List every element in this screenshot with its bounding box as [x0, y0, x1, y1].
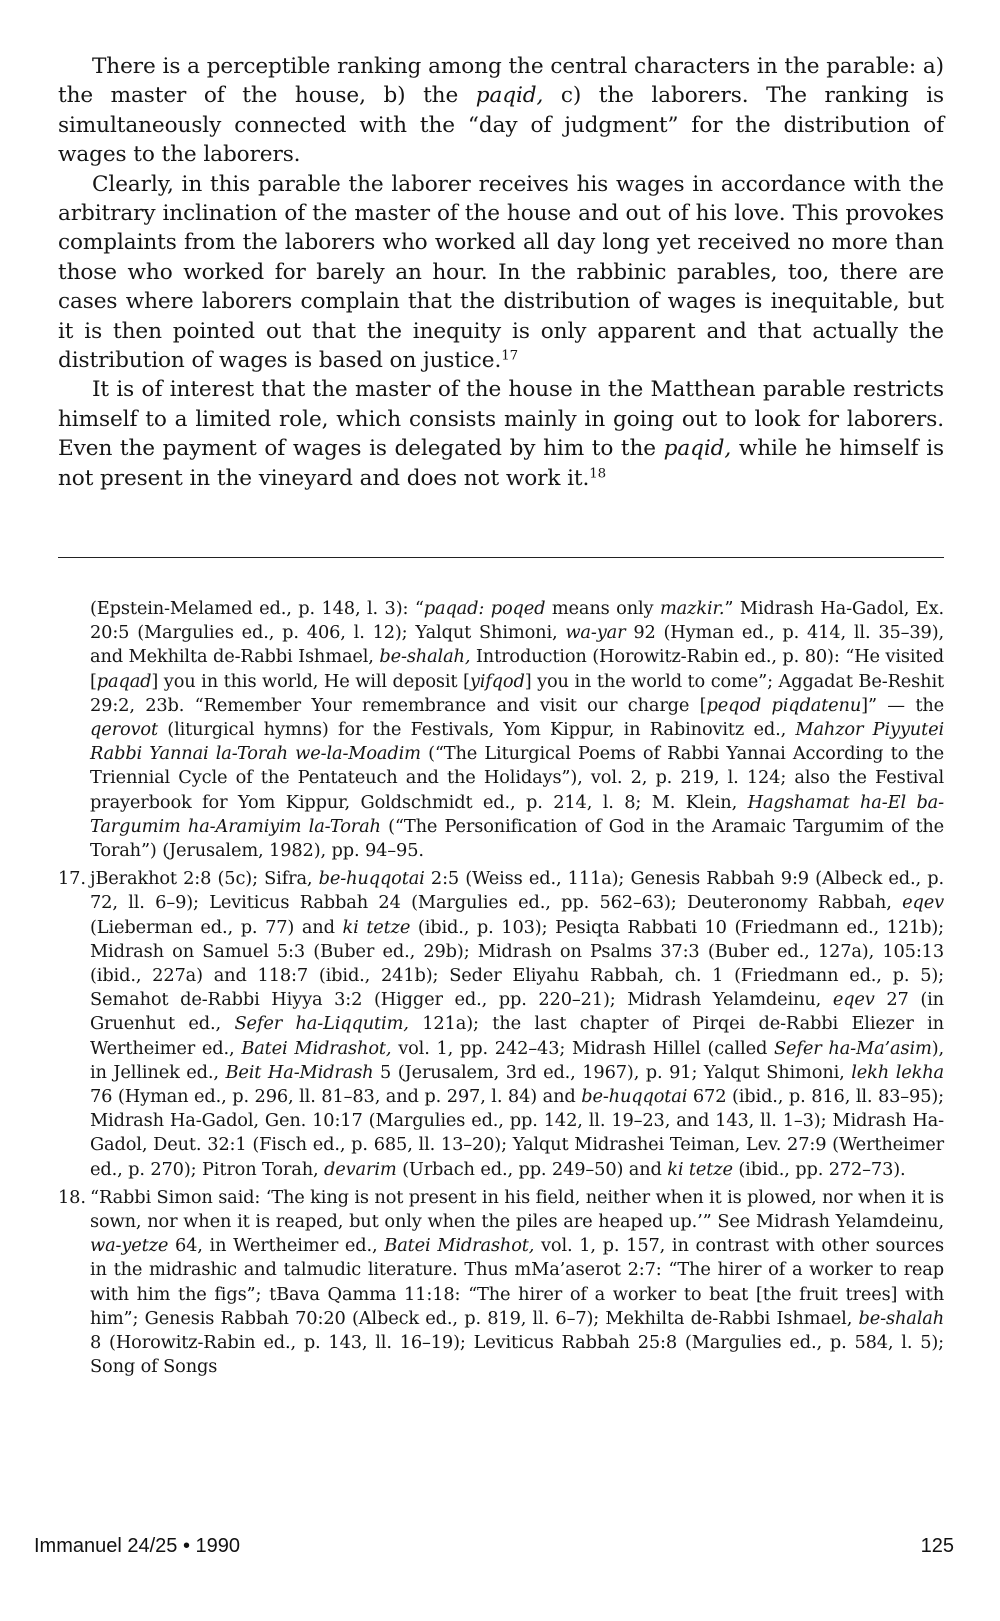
- footnote-ref-17[interactable]: 17: [501, 348, 519, 364]
- page-number: 125: [920, 1535, 954, 1557]
- footnote-divider: [58, 557, 944, 558]
- footnote-text: “Rabbi Simon said: ‘The king is not present in his field, neither when it is plowed, nor when it is sown, nor when it is reaped, but only when the piles are heaped up.’” See Midrash Yelamdeinu, wa-yetze 64, in Wertheimer ed., Batei Midrashot, vol. 1, p. 157, in contrast with other sources in the midrashic and talmudic literature. Thus mMa’aserot 2:7: “The hirer of a worker to reap with him the figs”; tBava Qamma 11:18: “The hirer of a worker to beat [the fruit trees] with him”; Genesis Rabbah 70:20 (Albeck ed., p. 819, ll. 6–7); Mekhilta de-Rabbi Ishmael, be-shalah 8 (Horowitz-Rabin ed., p. 143, ll. 16–19); Leviticus Rabbah 25:8 (Margulies ed., p. 584, l. 5); Song of Songs: [90, 1186, 944, 1378]
- paragraph-1: There is a perceptible ranking among the central characters in the parable: a) the master of the house, b) the paqid, c) the laborers. The ranking is simultaneously connected with the “day of judgment” for the distribution of wages to the laborers.: [58, 54, 944, 168]
- footnote-18: [58, 1186, 944, 1380]
- footnote-continuation: (Epstein-Melamed ed., p. 148, l. 3): “paqad: poqed means only mazkir.” Midrash Ha-Gadol, Ex. 20:5 (Margulies ed., p. 406, l. 12); Yalqut Shimoni, wa-yar 92 (Hyman ed., p. 414, ll. 35–39), and Mekhilta de-Rabbi Ishmael, be-shalah, Introduction (Horowitz-Rabin ed., p. 80): “He visited [paqad] you in this world, He will deposit [yifqod] you in the world to come”; Aggadat Be-Reshit 29:2, 23b. “Remember Your remembrance and visit our charge [peqod piqdatenu]” — the qerovot (liturgical hymns) for the Festivals, Yom Kippur, in Rabinovitz ed., Mahzor Piyyutei Rabbi Yannai la-Torah we-la-Moadim (“The Liturgical Poems of Rabbi Yannai According to the Triennial Cycle of the Pentateuch and the Holidays”), vol. 2, p. 219, l. 124; also the Festival prayerbook for Yom Kippur, Goldschmidt ed., p. 214, l. 8; M. Klein, Hagshamat ha-El ba-Targumim ha-Aramiyim la-Torah (“The Personification of God in the Aramaic Targumim of the Torah”) (Jerusalem, 1982), pp. 94–95.: [90, 598, 944, 862]
- footnote-number: 18.: [58, 1186, 86, 1208]
- paragraph-3: It is of interest that the master of the house in the Matthean parable restricts himself to a limited role, which consists mainly in going out to look for laborers. Even the payment of wages is delegated by him to the paqid, while he himself is not present in the vineyard and does not work it.$^{18}$: [58, 377, 944, 491]
- footnotes: [58, 597, 944, 1380]
- main-text: [58, 52, 944, 493]
- page-footer: [0, 1535, 1000, 1565]
- footnote-number: 17.: [58, 868, 86, 890]
- footnote-17: [58, 867, 944, 1182]
- footnote-ref-18[interactable]: 18: [589, 466, 607, 482]
- footnote-text: jBerakhot 2:8 (5c); Sifra, be-huqqotai 2:5 (Weiss ed., 111a); Genesis Rabbah 9:9 (Albeck ed., p. 72, ll. 6–9); Leviticus Rabbah 24 (Margulies ed., pp. 562–63); Deuteronomy Rabbah, eqev (Lieberman ed., p. 77) and ki tetze (ibid., p. 103); Pesiqta Rabbati 10 (Friedmann ed., 121b); Midrash on Samuel 5:3 (Buber ed., 29b); Midrash on Psalms 37:3 (Buber ed., 127a), 105:13 (ibid., 227a) and 118:7 (ibid., 241b); Seder Eliyahu Rabbah, ch. 1 (Friedmann ed., p. 5); Semahot de-Rabbi Hiyya 3:2 (Higger ed., pp. 220–21); Midrash Yelamdeinu, eqev 27 (in Gruenhut ed., Sefer ha-Liqqutim, 121a); the last chapter of Pirqei de-Rabbi Eliezer in Wertheimer ed., Batei Midrashot, vol. 1, pp. 242–43; Midrash Hillel (called Sefer ha-Ma’asim), in Jellinek ed., Beit Ha-Midrash 5 (Jerusalem, 3rd ed., 1967), p. 91; Yalqut Shimoni, lekh lekha 76 (Hyman ed., p. 296, ll. 81–83, and p. 297, l. 84) and be-huqqotai 672 (ibid., p. 816, ll. 83–95); Midrash Ha-Gadol, Gen. 10:17 (Margulies ed., pp. 142, ll. 19–23, and 143, ll. 1–3); Midrash Ha-Gadol, Deut. 32:1 (Fisch ed., p. 685, ll. 13–20); Yalqut Midrashei Teiman, Lev. 27:9 (Wertheimer ed., p. 270); Pitron Torah, devarim (Urbach ed., pp. 249–50) and ki tetze (ibid., pp. 272–73).: [90, 868, 945, 1180]
- paragraph-2: Clearly, in this parable the laborer receives his wages in accordance with the arbitrary inclination of the master of the house and out of his love. This provokes complaints from the laborers who worked all day long yet received no more than those who worked for barely an hour. In the rabbinic parables, too, there are cases where laborers complain that the distribution of wages is inequitable, but it is then pointed out that the inequity is only apparent and that actually the distribution of wages is based on justice.$^{17}$: [58, 171, 944, 374]
- journal-citation: Immanuel 24/25 • 1990: [34, 1535, 241, 1557]
